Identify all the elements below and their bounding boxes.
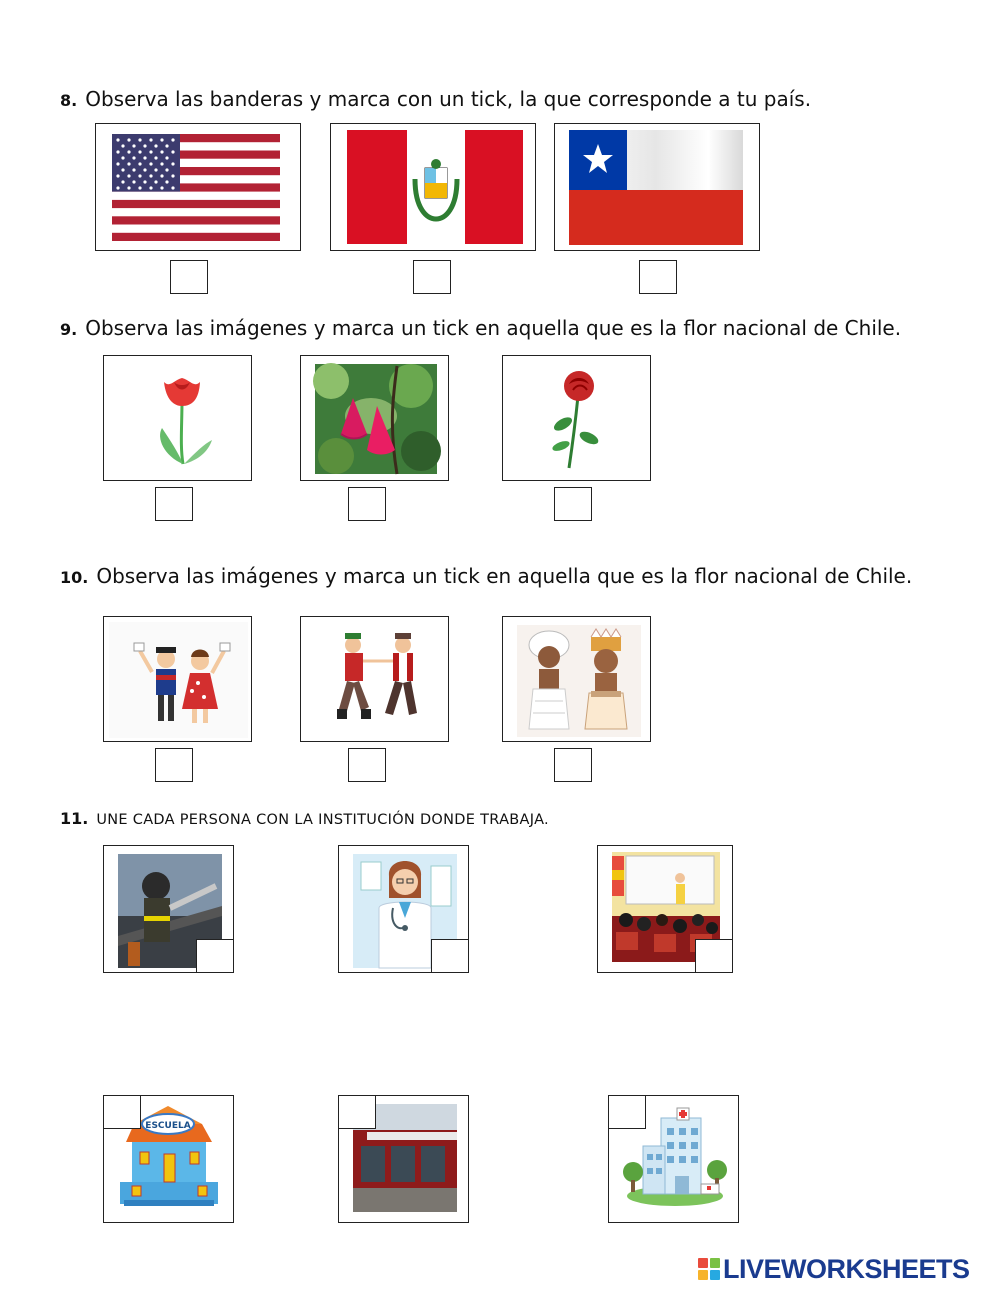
firefighter-image (103, 845, 234, 973)
hospital-match-box[interactable] (608, 1095, 646, 1129)
cueca-dancers-image (103, 616, 252, 742)
question-11 (60, 805, 549, 832)
question-number: 11. (60, 809, 89, 828)
question-text: UNE CADA PERSONA CON LA INSTITUCIÓN DONDE TRABAJA. (96, 812, 549, 828)
question-number: 9. (60, 320, 78, 339)
firefighter-match-box[interactable] (196, 939, 234, 973)
chile-flag (555, 124, 760, 251)
chile-flag-checkbox[interactable] (639, 260, 677, 294)
liveworksheets-logo (698, 1254, 970, 1284)
chile-flag-image (554, 123, 760, 251)
tulip-checkbox[interactable] (155, 487, 193, 521)
fire-station-match-box[interactable] (338, 1095, 376, 1129)
peru-flag-image (330, 123, 536, 251)
copihue-image (300, 355, 449, 481)
question-text: Observa las imágenes y marca un tick en aquella que es la flor nacional de Chile. (96, 564, 913, 588)
folk-dancers-checkbox[interactable] (348, 748, 386, 782)
usa-flag (96, 124, 301, 251)
peru-flag (331, 124, 536, 251)
tulip-image (103, 355, 252, 481)
school-sign: ESCUELA (145, 1121, 191, 1131)
copihue (301, 356, 449, 481)
cueca-dancers (104, 617, 252, 742)
question-number: 10. (60, 568, 89, 587)
rapa-nui-dancers-image (502, 616, 651, 742)
doctor-match-box[interactable] (431, 939, 469, 973)
usa-flag-image (95, 123, 301, 251)
rapa-nui-dancers-checkbox[interactable] (554, 748, 592, 782)
teacher-classroom-image (597, 845, 733, 973)
copihue-checkbox[interactable] (348, 487, 386, 521)
tulip (104, 356, 252, 481)
rose-image (502, 355, 651, 481)
rose-checkbox[interactable] (554, 487, 592, 521)
question-9 (60, 316, 901, 342)
question-number: 8. (60, 91, 78, 110)
school-building-image (103, 1095, 234, 1223)
folk-dancers (301, 617, 449, 742)
question-text: Observa las imágenes y marca un tick en aquella que es la flor nacional de Chile. (85, 316, 902, 340)
hospital-image (608, 1095, 739, 1223)
brand-name: LIVEWORKSHEETS (723, 1253, 970, 1284)
cueca-dancers-checkbox[interactable] (155, 748, 193, 782)
peru-flag-checkbox[interactable] (413, 260, 451, 294)
logo-blocks-icon (698, 1258, 720, 1280)
school-match-box[interactable] (103, 1095, 141, 1129)
folk-dancers-image (300, 616, 449, 742)
teacher-match-box[interactable] (695, 939, 733, 973)
question-10 (60, 564, 912, 590)
doctor-image (338, 845, 469, 973)
rapa-nui-dancers (503, 617, 651, 742)
question-8 (60, 87, 811, 113)
rose (503, 356, 651, 481)
question-text: Observa las banderas y marca con un tick, la que corresponde a tu país. (85, 87, 812, 111)
usa-flag-checkbox[interactable] (170, 260, 208, 294)
fire-station-image (338, 1095, 469, 1223)
